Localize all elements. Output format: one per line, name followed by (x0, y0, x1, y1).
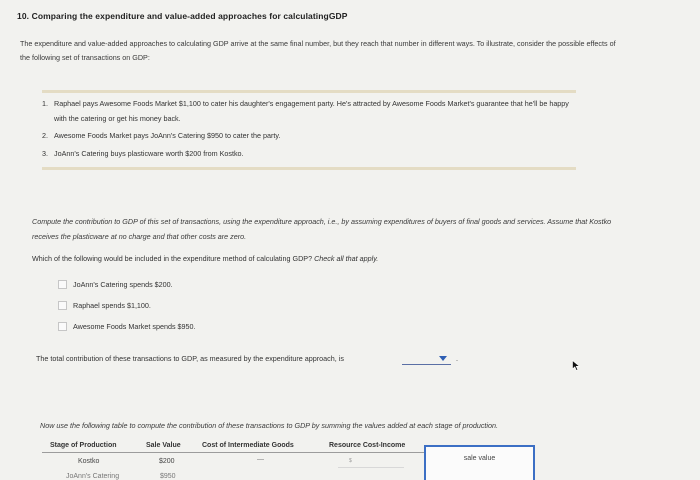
cell-resource-input[interactable]: $ (349, 458, 352, 464)
list-item (42, 129, 582, 144)
list-item (42, 147, 582, 162)
total-contribution-dropdown[interactable] (402, 351, 451, 365)
divider-top (42, 90, 576, 93)
question-text: Which of the following would be included in the expenditure method of calculating GDP? (32, 254, 313, 263)
table-instructions: Now use the following table to compute the contribution of these transactions to GDP by summing the values added at each stage of production. (40, 421, 499, 430)
option-joanns-spends[interactable] (58, 280, 173, 289)
caret-down-icon (439, 356, 447, 361)
header-stage-of-production: Stage of Production (50, 442, 117, 449)
checkbox-question (32, 254, 378, 263)
option-raphael-spends[interactable] (58, 301, 151, 310)
item-text: Raphael pays Awesome Foods Market $1,100 to cater his daughter's engagement party. He's attracted by Awesome Foods Market's guarantee that he'll be happy with the catering or get his money back. (54, 99, 569, 123)
cell-intermediate: — (257, 456, 264, 463)
option-label: JoAnn's Catering spends $200. (73, 280, 173, 289)
cell-sale-partial: $950 (160, 473, 176, 480)
intro-paragraph: The expenditure and value-added approaches to calculating GDP arrive at the same final number, but they reach that number in different ways. To illustrate, consider the possible effects of the following set of transactions on GDP: (20, 39, 616, 62)
mouse-pointer-icon (572, 360, 581, 371)
input-underline (338, 467, 404, 468)
checkbox[interactable] (58, 280, 67, 289)
cell-stage-partial: JoAnn's Catering (66, 473, 120, 480)
header-sale-value: Sale Value (146, 442, 181, 449)
cell-stage: Kostko (78, 458, 100, 465)
checkbox[interactable] (58, 301, 67, 310)
option-awesome-foods-spends[interactable] (58, 322, 196, 331)
cell-sale-value: $200 (159, 458, 175, 465)
item-text: Awesome Foods Market pays JoAnn's Catering $950 to cater the party. (54, 131, 281, 140)
question-hint: Check all that apply. (314, 254, 379, 263)
header-cost-of-intermediate-goods: Cost of Intermediate Goods (202, 442, 294, 449)
divider-bottom (42, 167, 576, 170)
question-title: 10. Comparing the expenditure and value-added approaches for calculatingGDP (17, 11, 348, 21)
total-period: . (456, 354, 458, 363)
list-item (42, 97, 582, 126)
item-number: 2. (42, 131, 48, 140)
total-contribution-text: The total contribution of these transactions to GDP, as measured by the expenditure approach, is (36, 354, 344, 363)
option-label: Raphael spends $1,100. (73, 301, 151, 310)
answer-box[interactable] (424, 445, 535, 480)
item-number: 1. (42, 99, 48, 108)
instructions: Compute the contribution to GDP of this set of transactions, using the expenditure approach, i.e., by assuming expenditures of buyers of final goods and services. Assume that Kostko receives the plasticware at no charge and that other costs are zero. (32, 217, 612, 241)
transaction-list (42, 97, 582, 164)
answer-box-label: sale value (463, 455, 496, 462)
checkbox[interactable] (58, 322, 67, 331)
option-label: Awesome Foods Market spends $950. (73, 322, 196, 331)
item-number: 3. (42, 148, 48, 158)
table-header-rule (42, 452, 424, 453)
header-resource-cost-income: Resource Cost-Income (329, 442, 406, 449)
item-text: JoAnn's Catering buys plasticware worth $200 from Kostko. (54, 148, 244, 158)
